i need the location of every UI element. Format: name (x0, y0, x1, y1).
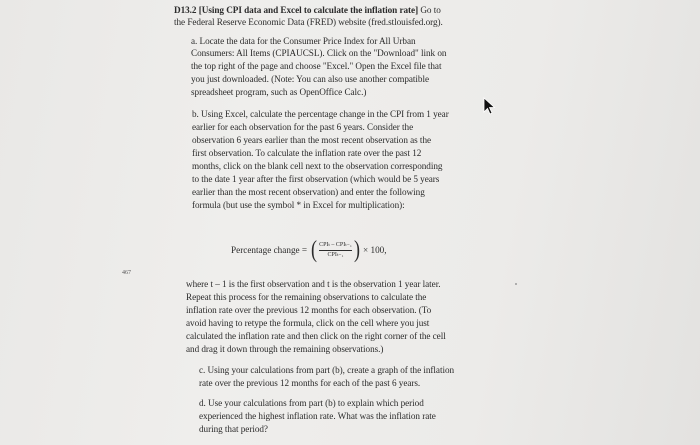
mouse-pointer-icon (483, 97, 497, 115)
problem-intro-text: Go to (418, 5, 441, 15)
left-paren: ( (311, 237, 318, 263)
part-b-line: first observation. To calculate the inflation rate over the past 12 (192, 148, 422, 158)
formula-lhs: Percentage change = (231, 245, 308, 255)
right-paren: ) (354, 237, 360, 263)
part-b-cont-line: calculated the inflation rate and then click on the right corner of the cell (186, 331, 446, 341)
part-b-cont-line: Repeat this process for the remaining observations to calculate the (186, 292, 427, 302)
part-a-line: Consumers: All Items (CPIAUCSL). Click on the "Download" link on (191, 48, 447, 58)
part-b-line: b. Using Excel, calculate the percentage change in the CPI from 1 year (192, 109, 449, 119)
part-c-line: c. Using your calculations from part (b), create a graph of the inflation (199, 365, 455, 375)
part-a-line: a. Locate the data for the Consumer Price Index for All Urban (191, 36, 416, 46)
part-b-cont-line: and drag it down through the remaining observations.) (186, 344, 384, 354)
part-a-line: spreadsheet program, such as OpenOffice Calc.) (191, 87, 367, 97)
part-c-line: rate over the previous 12 months for each of the past 6 years. (199, 378, 421, 388)
percentage-change-formula (231, 238, 387, 262)
part-a-line: the top right of the page and choose "Excel." Open the Excel file that (191, 61, 442, 71)
problem-heading (174, 5, 441, 16)
part-b-line: to the date 1 year after the first observation (which would be 5 years (192, 174, 440, 184)
part-b-line: months, click on the blank cell next to the observation corresponding (192, 161, 443, 171)
formula-fraction (319, 242, 352, 259)
part-d-line: experienced the highest inflation rate. What was the inflation rate (199, 411, 436, 421)
formula-denominator: CPIₜ₋₁ (327, 251, 344, 258)
formula-numerator: CPIₜ – CPIₜ₋₁ (319, 241, 352, 248)
part-d-line: d. Use your calculations from part (b) to explain which period (199, 398, 424, 408)
page-marker: 467 (122, 270, 131, 276)
part-b-line: formula (but use the symbol * in Excel for multiplication): (192, 200, 405, 210)
problem-number: D13.2 (174, 5, 197, 15)
problem-title: [Using CPI data and Excel to calculate the inflation rate] (198, 5, 419, 15)
part-b-line: earlier than the most recent observation) and enter the following (192, 187, 425, 197)
part-b-cont-line: inflation rate over the previous 12 months for each observation. (To (186, 305, 432, 315)
formula-rhs: × 100, (363, 245, 387, 255)
fraction-bar (319, 250, 352, 251)
part-b-line: observation 6 years earlier than the most recent observation as the (192, 135, 432, 145)
part-a-line: you just downloaded. (Note: You can also use another compatible (191, 74, 429, 84)
part-b-line: earlier for each observation for the past 6 years. Consider the (192, 122, 414, 132)
part-b-cont-line: where t – 1 is the first observation and t is the observation 1 year later. (186, 279, 441, 289)
part-b-cont-line: avoid having to retype the formula, click on the cell where you just (186, 318, 430, 328)
problem-intro-line: the Federal Reserve Economic Data (FRED) website (fred.stlouisfed.org). (174, 17, 443, 27)
page-speck (515, 283, 517, 285)
part-d-line: during that period? (199, 424, 268, 434)
